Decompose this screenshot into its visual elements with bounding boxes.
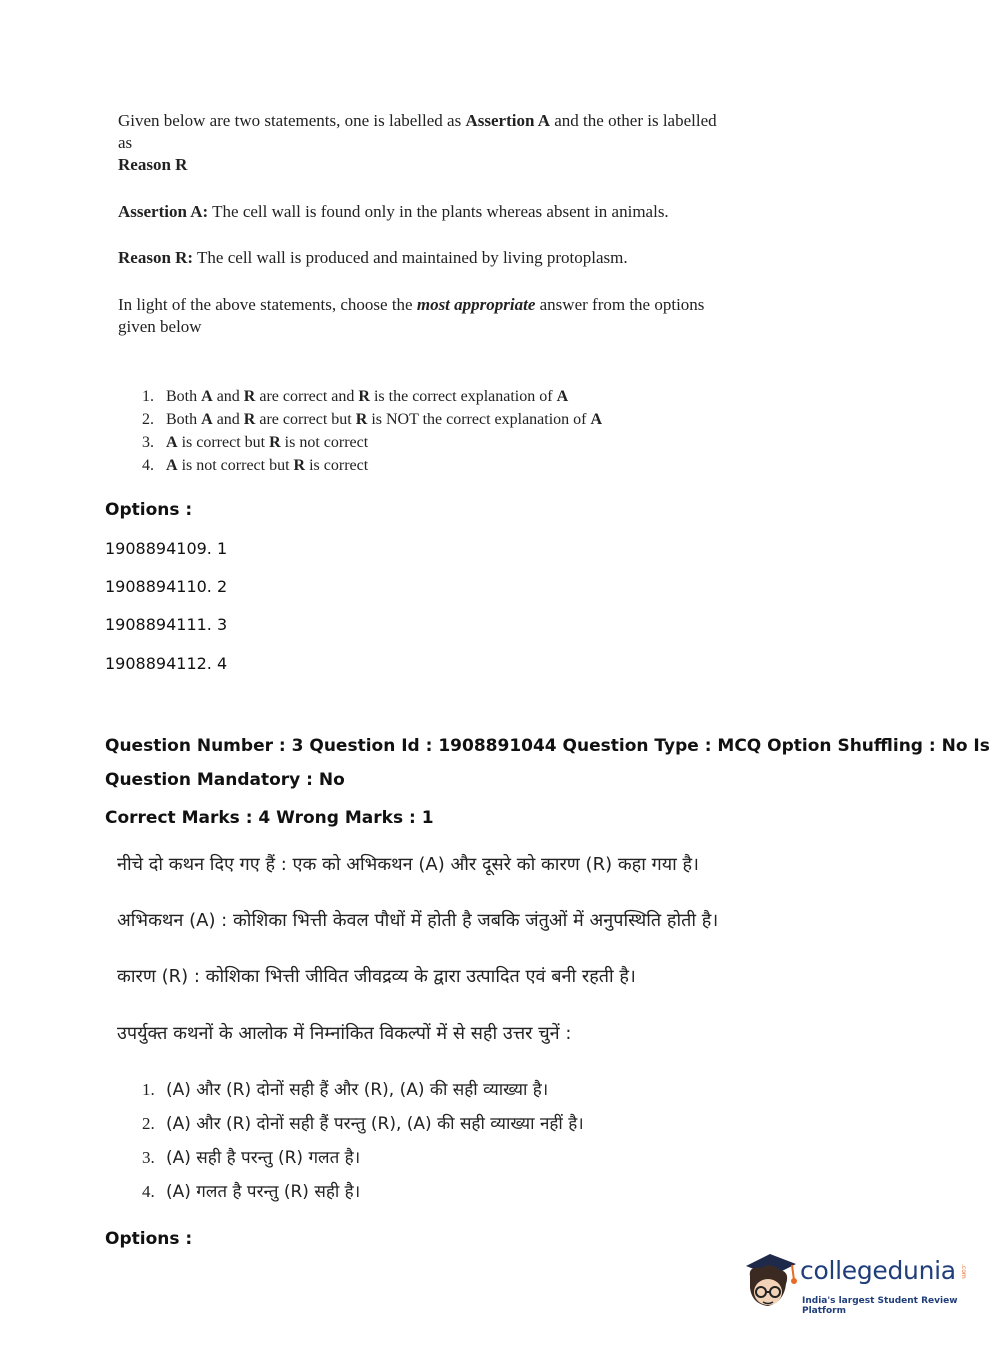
q3-choice: 3. (A) सही है परन्तु (R) गलत है। (142, 1148, 361, 1168)
logo-wordmark: collegedunia (800, 1256, 956, 1285)
q3-hindi-assertion: अभिकथन (A) : कोशिका भित्ती केवल पौधों में होती है जबकि जंतुओं में अनुपस्थिति होती है। (117, 910, 719, 931)
q3-choice-list (142, 1073, 584, 1209)
q2-choice-number: 2. (142, 411, 154, 428)
q3-choice: 2. (A) और (R) दोनों सही हैं परन्तु (R), (A) की सही व्याख्या नहीं है। (142, 1114, 584, 1134)
q3-meta-line-1: Question Number : 3 Question Id : 1908891044 Question Type : MCQ Option Shuffling : No Is (105, 736, 990, 756)
q2-option-2[interactable]: 1908894110. 2 (105, 577, 228, 596)
logo-suffix: .com (960, 1264, 967, 1279)
q2-choice: 2. Both A and R are correct but R is NOT the correct explanation of A (142, 408, 602, 431)
q3-meta-line-2: Question Mandatory : No (105, 770, 345, 790)
q2-choice: 3. A is correct but R is not correct (142, 431, 602, 454)
q3-choice: 1. (A) और (R) दोनों सही हैं और (R), (A) की सही व्याख्या है। (142, 1080, 549, 1100)
q3-marks-line: Correct Marks : 4 Wrong Marks : 1 (105, 808, 434, 828)
collegedunia-logo[interactable] (742, 1250, 982, 1316)
q3-options-heading: Options : (105, 1229, 193, 1249)
q2-choice: 4. A is not correct but R is correct (142, 454, 602, 477)
q3-hindi-intro: नीचे दो कथन दिए गए हैं : एक को अभिकथन (A) और दूसरे को कारण (R) कहा गया है। (117, 854, 699, 875)
mascot-icon (742, 1250, 802, 1316)
q2-intro: Given below are two statements, one is labelled as Assertion A and the other is labelled as Reason R (118, 111, 717, 174)
q2-choice-list (142, 385, 602, 477)
q2-choice-number: 1. (142, 388, 154, 405)
q2-instruction: In light of the above statements, choose the most appropriate answer from the options given below (118, 295, 705, 336)
q2-options-heading: Options : (105, 500, 193, 520)
logo-tagline: India's largest Student Review Platform (802, 1296, 958, 1316)
q2-choice: 1. Both A and R are correct and R is the correct explanation of A (142, 385, 602, 408)
q3-hindi-reason: कारण (R) : कोशिका भित्ती जीवित जीवद्रव्य के द्वारा उत्पादित एवं बनी रहती है। (117, 966, 636, 987)
q2-assertion: Assertion A: The cell wall is found only in the plants whereas absent in animals. (118, 202, 669, 221)
q2-block (118, 110, 728, 338)
q2-reason: Reason R: The cell wall is produced and maintained by living protoplasm. (118, 248, 628, 267)
q3-choice: 4. (A) गलत है परन्तु (R) सही है। (142, 1182, 361, 1202)
q2-choice-number: 4. (142, 457, 154, 474)
q3-hindi-instruction: उपर्युक्त कथनों के आलोक में निम्नांकित विकल्पों में से सही उत्तर चुनें : (117, 1023, 572, 1044)
q2-option-4[interactable]: 1908894112. 4 (105, 654, 228, 673)
q2-option-3[interactable]: 1908894111. 3 (105, 615, 228, 634)
q2-choice-number: 3. (142, 434, 154, 451)
q2-option-1[interactable]: 1908894109. 1 (105, 539, 228, 558)
